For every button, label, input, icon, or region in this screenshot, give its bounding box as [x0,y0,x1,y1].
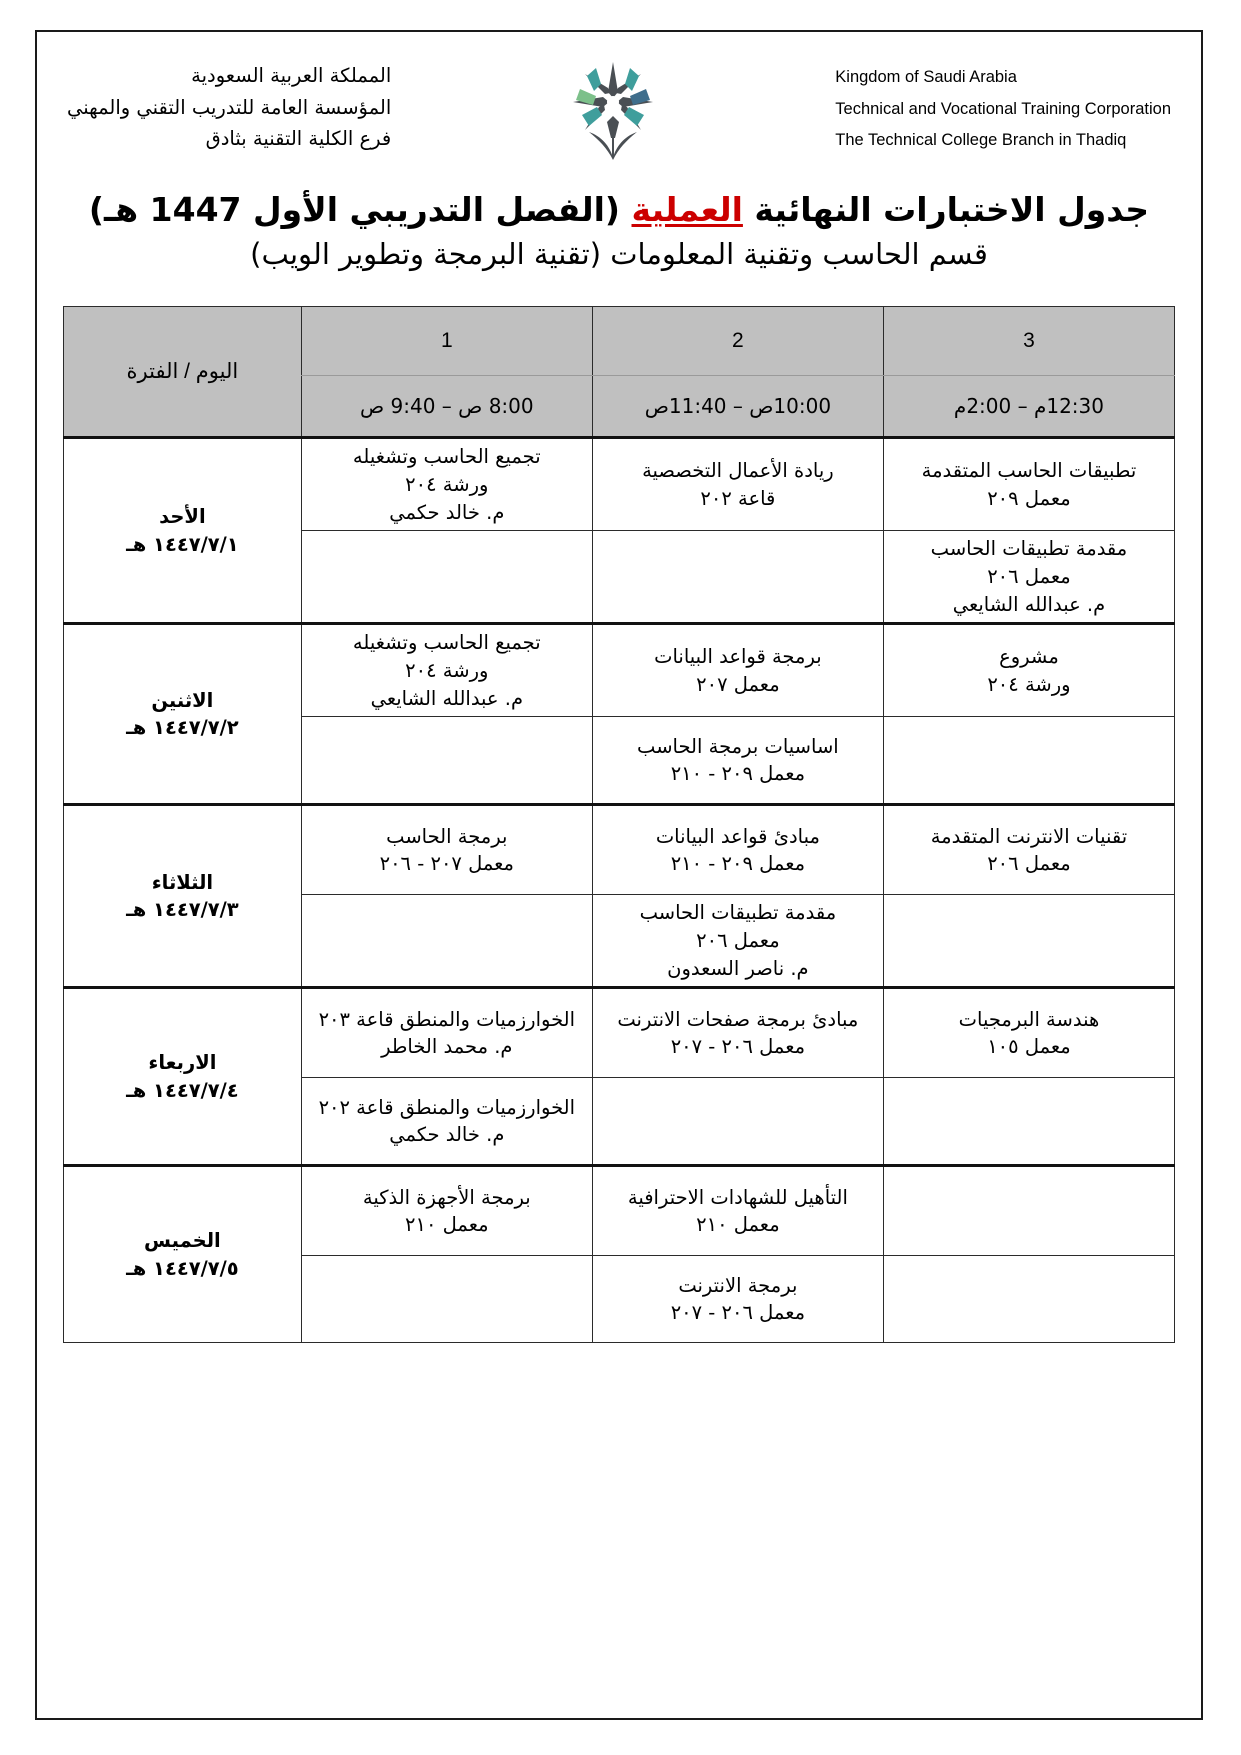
page-title [75,188,1163,232]
title-part-2: (الفصل التدريبي الأول 1447 هـ) [88,190,632,229]
document-content [35,30,1203,1720]
table-header-periods [64,307,1175,376]
exam-cell-الأحد-p2-2 [592,531,883,624]
exam-cell-line: برمجة قواعد البيانات [654,645,822,669]
exam-cell-line: معمل ١٠٥ [987,1035,1071,1059]
exam-cell-line: مبادئ قواعد البيانات [655,824,820,848]
exam-cell-line: م. عبدالله الشايعي [952,592,1106,616]
period-number-3: 3 [883,307,1174,376]
table-row [64,805,1175,895]
exam-cell-line: معمل ٢١٠ [405,1213,489,1237]
day-name: الثلاثاء [151,870,214,894]
exam-cell-الاربعاء-p2-2 [592,1078,883,1166]
day-name: الأحد [159,505,206,529]
period-time-1: 8:00 ص – 9:40 ص [301,376,592,438]
exam-cell-الخميس-p1-2 [301,1256,592,1343]
exam-cell-line: معمل ٢٠٩ - ٢١٠ [670,852,806,876]
exam-cell-الثلاثاء-p3-2 [883,895,1174,988]
letterhead-ar-line-2: المؤسسة العامة للتدريب التقني والمهني [67,95,392,119]
exam-cell-line: الخوارزميات والمنطق قاعة ٢٠٢ [318,1095,576,1119]
day-period-header: اليوم / الفترة [64,307,302,438]
exam-cell-line: تجميع الحاسب وتشغيله [352,445,541,469]
table-row [64,438,1175,531]
exam-cell-line: تقنيات الانترنت المتقدمة [930,824,1128,848]
exam-cell-الاربعاء-p1-2 [301,1078,592,1166]
day-cell-الثلاثاء [64,805,302,988]
day-name: الخميس [144,1229,221,1253]
period-time-3: 12:30م – 2:00م [883,376,1174,438]
letterhead-en-line-1: Kingdom of Saudi Arabia [835,68,1017,86]
period-number-1: 1 [301,307,592,376]
table-row [64,624,1175,717]
day-date: ١٤٤٧/٧/١ هـ [126,532,239,556]
exam-cell-line: التأهيل للشهادات الاحترافية [627,1185,848,1209]
letterhead [35,30,1203,150]
day-cell-الاثنين [64,624,302,805]
exam-cell-line: معمل ٢٠٩ [987,486,1071,510]
exam-cell-الاثنين-p3-1 [883,624,1174,717]
exam-cell-الأحد-p2-1 [592,438,883,531]
day-date: ١٤٤٧/٧/٣ هـ [126,898,239,922]
exam-cell-الاثنين-p3-2 [883,717,1174,805]
exam-cell-line: مشروع [999,645,1059,669]
exam-cell-line: ريادة الأعمال التخصصية [642,459,834,483]
exam-cell-الثلاثاء-p2-1 [592,805,883,895]
exam-cell-line: معمل ٢٠٧ [696,672,780,696]
exam-cell-الاربعاء-p2-1 [592,988,883,1078]
day-name: الاثنين [151,688,214,712]
exam-cell-الاثنين-p2-1 [592,624,883,717]
tvtc-logo-icon [565,58,661,162]
exam-cell-الاربعاء-p3-1 [883,988,1174,1078]
exam-cell-الثلاثاء-p1-2 [301,895,592,988]
letterhead-arabic [67,58,391,155]
exam-cell-الخميس-p3-2 [883,1256,1174,1343]
day-cell-الاربعاء [64,988,302,1166]
period-number-2: 2 [592,307,883,376]
exam-cell-الاثنين-p1-2 [301,717,592,805]
day-date: ١٤٤٧/٧/٤ هـ [126,1078,239,1102]
exam-cell-الثلاثاء-p3-1 [883,805,1174,895]
exam-cell-الأحد-p1-1 [301,438,592,531]
exam-cell-line: قاعة ٢٠٢ [700,486,776,510]
exam-cell-الاربعاء-p3-2 [883,1078,1174,1166]
letterhead-en-line-2: Technical and Vocational Training Corporation [835,99,1171,118]
exam-cell-الثلاثاء-p1-1 [301,805,592,895]
exam-cell-line: معمل ٢٠٦ - ٢٠٧ [670,1301,806,1325]
letterhead-en-line-3: The Technical College Branch in Thadiq [835,131,1127,150]
exam-cell-الثلاثاء-p2-2 [592,895,883,988]
exam-schedule-table [63,306,1175,1343]
exam-cell-الخميس-p1-1 [301,1166,592,1256]
exam-cell-الخميس-p2-2 [592,1256,883,1343]
table-row [64,1166,1175,1256]
exam-cell-line: م. خالد حكمي [389,1123,505,1147]
day-date: ١٤٤٧/٧/٥ هـ [126,1256,239,1280]
exam-cell-الخميس-p2-1 [592,1166,883,1256]
letterhead-english [835,58,1171,157]
exam-cell-الخميس-p3-1 [883,1166,1174,1256]
day-cell-الخميس [64,1166,302,1343]
title-part-1: جدول الاختبارات النهائية [742,190,1150,229]
schedule-table-wrapper [63,306,1175,1343]
day-date: ١٤٤٧/٧/٢ هـ [126,716,239,740]
exam-cell-line: معمل ٢٠٦ [696,929,780,953]
period-time-2: 10:00ص – 11:40ص [592,376,883,438]
exam-cell-line: مبادئ برمجة صفحات الانترنت [617,1007,859,1031]
exam-cell-line: برمجة الانترنت [678,1273,798,1297]
title-block [35,188,1203,274]
page-subtitle: قسم الحاسب وتقنية المعلومات (تقنية البرمجة وتطوير الويب) [250,237,988,272]
exam-cell-line: معمل ٢٠٧ - ٢٠٦ [379,852,514,876]
exam-cell-line: معمل ٢٠٦ - ٢٠٧ [670,1035,806,1059]
exam-cell-line: معمل ٢٠٦ [987,852,1071,876]
exam-cell-line: برمجة الأجهزة الذكية [362,1185,531,1209]
exam-cell-line: مقدمة تطبيقات الحاسب [930,537,1128,561]
exam-cell-الأحد-p1-2 [301,531,592,624]
exam-cell-line: م. ناصر السعدون [667,956,809,980]
exam-cell-line: ورشة ٢٠٤ [405,659,489,683]
exam-cell-الاربعاء-p1-1 [301,988,592,1078]
exam-cell-الاثنين-p1-1 [301,624,592,717]
letterhead-ar-line-3: فرع الكلية التقنية بثادق [205,127,392,151]
exam-cell-line: ورشة ٢٠٤ [405,472,489,496]
letterhead-ar-line-1: المملكة العربية السعودية [191,64,392,87]
title-highlight: العملية [631,190,743,229]
exam-cell-الأحد-p3-1 [883,438,1174,531]
exam-cell-الأحد-p3-2 [883,531,1174,624]
exam-cell-line: اساسيات برمجة الحاسب [637,734,839,758]
exam-cell-line: ورشة ٢٠٤ [987,672,1071,696]
exam-cell-line: تطبيقات الحاسب المتقدمة [921,459,1137,483]
exam-cell-line: برمجة الحاسب [386,824,508,848]
exam-cell-line: معمل ٢١٠ [696,1213,780,1237]
tvtc-logo [553,58,673,162]
exam-cell-line: م. عبدالله الشايعي [370,686,524,710]
exam-cell-line: تجميع الحاسب وتشغيله [352,631,541,655]
exam-cell-الاثنين-p2-2 [592,717,883,805]
exam-cell-line: معمل ٢٠٦ [987,564,1071,588]
exam-cell-line: م. خالد حكمي [389,500,505,524]
exam-cell-line: مقدمة تطبيقات الحاسب [639,901,837,925]
day-name: الاربعاء [148,1051,217,1075]
table-row [64,988,1175,1078]
exam-cell-line: هندسة البرمجيات [958,1007,1100,1031]
exam-cell-line: م. محمد الخاطر [381,1035,513,1059]
day-cell-الأحد [64,438,302,624]
exam-cell-line: معمل ٢٠٩ - ٢١٠ [670,762,806,786]
exam-cell-line: الخوارزميات والمنطق قاعة ٢٠٣ [318,1007,576,1031]
